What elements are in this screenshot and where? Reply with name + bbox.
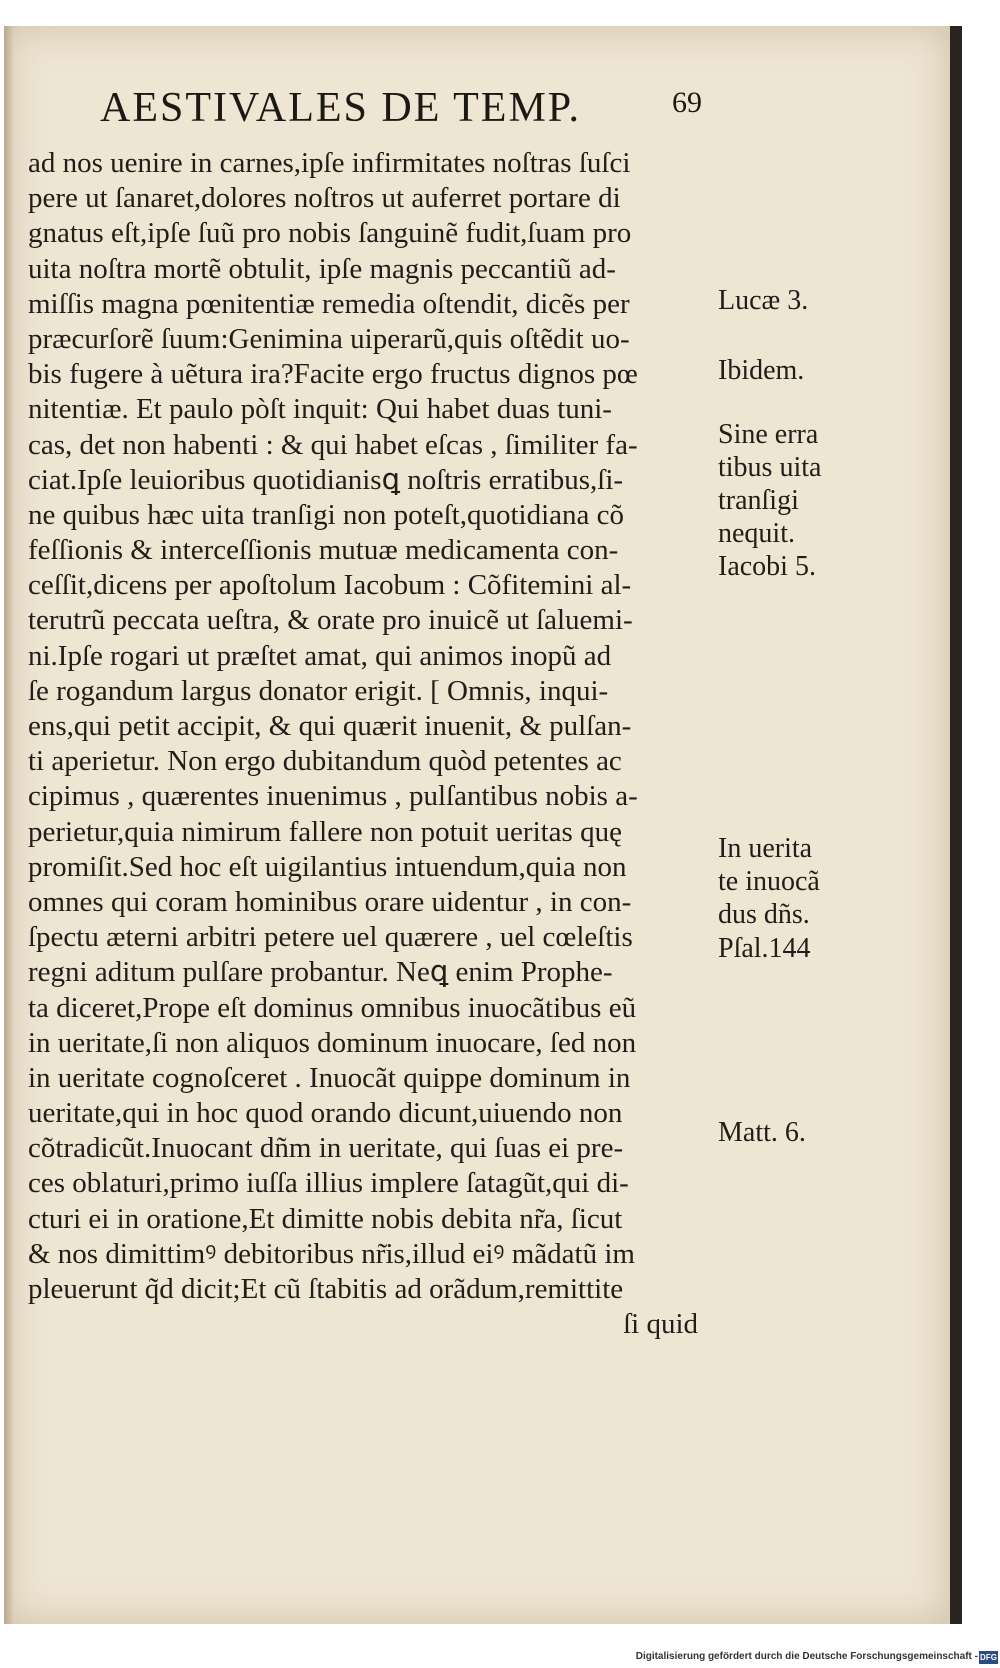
text-line: ti aperietur. Non ergo dubitandum quòd petentes ac (28, 745, 622, 778)
text-line: ni.Ipſe rogari ut præſtet amat, qui animos inopũ ad (28, 639, 612, 672)
margin-note-line: tranſigi (718, 485, 799, 516)
text-line: pere ut ſanaret,dolores noſtros ut auferret portare di (28, 182, 621, 215)
margin-note-line: Pſal.144 (718, 933, 811, 964)
text-line: ces oblaturi,primo iuſſa illius implere ſatagũt,qui di- (28, 1167, 629, 1200)
margin-note-line: tibus uita (718, 452, 822, 483)
text-line: promiſit.Sed hoc eſt uigilantius intuendum,quia non (28, 850, 627, 883)
text-line: nitentiæ. Et paulo pòſt inquit: Qui habet duas tuni- (28, 393, 612, 426)
text-line: cturi ei in oratione,Et dimitte nobis debita nr̃a, ſicut (28, 1202, 623, 1235)
margin-note-ibidem (718, 354, 804, 387)
text-line: cõtradicũt.Inuocant dñm in ueritate, qui ſuas ei pre- (28, 1132, 624, 1165)
text-line: cipimus , quærentes inuenimus , pulſantibus nobis a- (28, 780, 638, 813)
margin-note-line: Iacobi 5. (718, 551, 816, 582)
running-head: AESTIVALES DE TEMP. (100, 85, 581, 131)
text-line: cas, det non habenti : & qui habet eſcas , ſimiliter fa- (28, 428, 638, 461)
text-line: præcurſorẽ ſuum:Genimina uiperarũ,quis oſtẽdit uo- (28, 322, 630, 355)
text-line: bis fugere à uẽtura ira?Facite ergo fructus dignos pœ (28, 358, 638, 391)
text-line: pleuerunt q̃d dicit;Et cũ ſtabitis ad orãdum,remittite (28, 1273, 624, 1305)
text-line: omnes qui coram hominibus orare uidentur , in con- (28, 885, 632, 918)
margin-note-psalm (718, 932, 811, 965)
text-line: in ueritate cognoſceret . Inuocãt quippe dominum in (28, 1061, 631, 1094)
body-text (28, 146, 708, 1342)
text-line: ciat.Ipſe leuioribus quotidianisꝗ noſtris erratibus,ſi- (28, 463, 624, 496)
text-line: ne quibus hæc uita tranſigi non poteſt,quotidiana cõ (28, 498, 625, 531)
margin-note-line: In uerita (718, 833, 813, 864)
text-line: uita noſtra mortẽ obtulit, ipſe magnis peccantiũ ad- (28, 252, 616, 285)
funding-credit: Digitalisierung gefördert durch die Deutsche Forschungsgemeinschaft - (635, 1651, 978, 1662)
page-gutter-shadow (4, 26, 14, 1624)
text-line: ta diceret,Prope eſt dominus omnibus inuocãtibus eũ (28, 991, 637, 1024)
catchword: ſi quid (623, 1308, 698, 1341)
margin-note-line: Ibidem. (718, 355, 805, 386)
margin-note-line: nequit. (718, 518, 795, 549)
margin-note-line: Matt. 6. (718, 1117, 806, 1148)
margin-note-in-ueritate (718, 832, 820, 931)
text-line: ad nos uenire in carnes,ipſe infirmitates noſtras ſuſci (28, 147, 631, 179)
text-line: gnatus eſt,ipſe ſuũ pro nobis ſanguinẽ fudit,ſuam pro (28, 217, 632, 250)
margin-note-matthew (718, 1116, 806, 1149)
text-line: feſſionis & interceſſionis mutuæ medicamenta con- (28, 534, 619, 567)
text-line: ceſſit,dicens per apoſtolum Iacobum : Cõfitemini al- (28, 569, 632, 602)
dfg-logo: DFG (980, 1653, 997, 1662)
margin-note-sine-erratibus (718, 418, 821, 550)
book-page (4, 26, 962, 1624)
text-line: terutrũ peccata ueſtra, & orate pro inuicẽ ut ſaluemi- (28, 604, 633, 637)
text-line: miſſis magna pœnitentiæ remedia oſtendit, dicẽs per (28, 287, 630, 320)
text-line: & nos dimittimꝰ debitoribus nr̃is,illud eiꝰ mãdatũ im (28, 1237, 635, 1270)
text-line: ſe rogandum largus donator erigit. [ Omnis, inqui- (28, 674, 609, 707)
text-line: ens,qui petit accipit, & qui quærit inuenit, & pulſan- (28, 710, 632, 742)
text-line: in ueritate,ſi non aliquos dominum inuocare, ſed non (28, 1026, 637, 1059)
margin-note-iacobi (718, 550, 816, 583)
margin-note-line: Lucæ 3. (718, 285, 809, 316)
margin-note-line: dus dñs. (718, 899, 810, 930)
text-line: regni aditum pulſare probantur. Neꝗ enim Prophe- (28, 956, 613, 989)
text-line: ſpectu æterni arbitri petere uel quærere , uel cœleſtis (28, 921, 633, 954)
margin-note-line: Sine erra (718, 419, 819, 450)
margin-note-line: te inuocã (718, 866, 820, 897)
folio-number: 69 (672, 86, 702, 119)
margin-note-lucae (718, 284, 808, 317)
text-line: perietur,quia nimirum fallere non potuit ueritas quę (28, 815, 622, 848)
text-line: ueritate,qui in hoc quod orando dicunt,uiuendo non (28, 1097, 623, 1130)
